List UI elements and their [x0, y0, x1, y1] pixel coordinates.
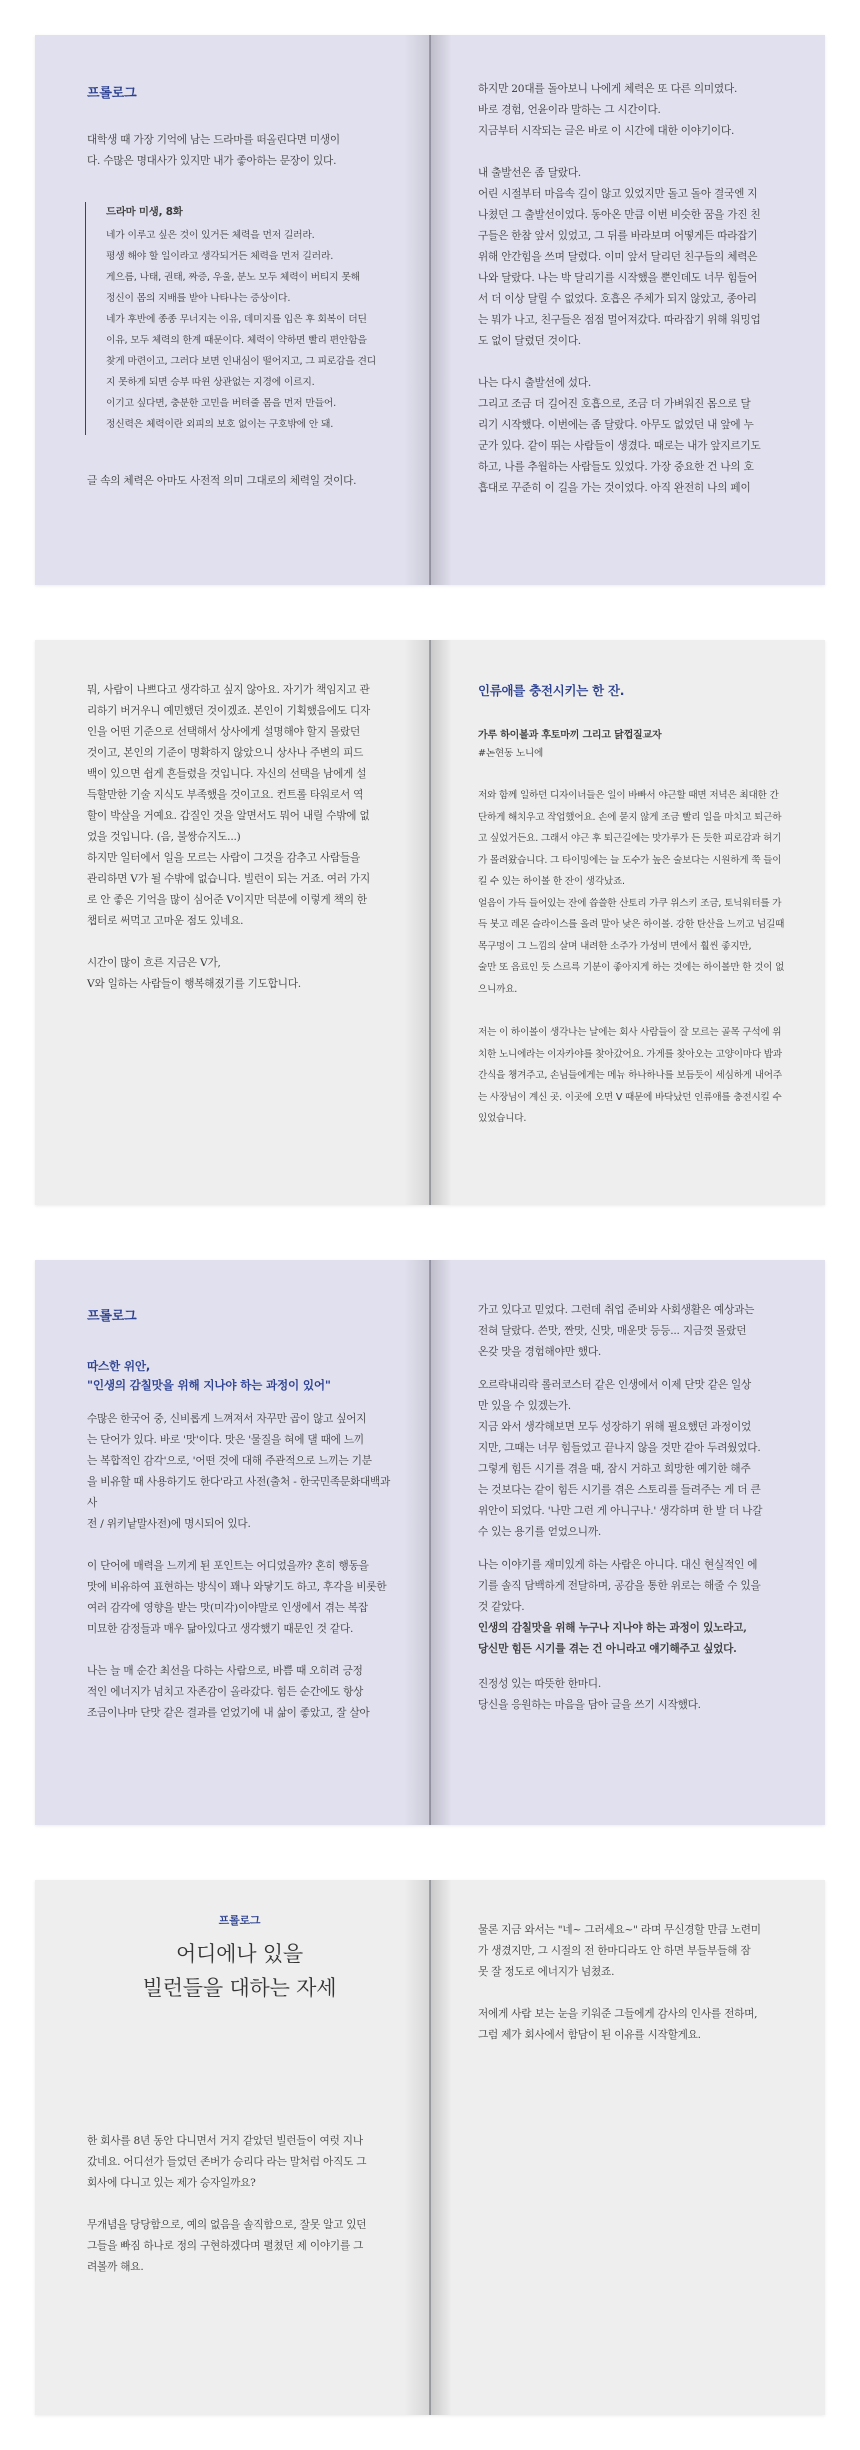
text-line: 대학생 때 가장 기억에 남는 드라마를 떠올린다면 미생이: [87, 134, 340, 146]
paragraph: [478, 1375, 789, 1543]
paragraph: [478, 785, 789, 1000]
text-line: 것 같았다.: [478, 1601, 525, 1613]
book-spine: [429, 1880, 431, 2415]
quote-line: 정신력은 체력이란 외피의 보호 없이는 구호밖에 안 돼.: [106, 419, 334, 430]
text-line: 킬 수 있는 하이볼 한 잔이 생각났죠.: [478, 876, 625, 887]
text-line: 나와 달랐다. 나는 박 달리기를 시작했을 뿐인데도 너무 힘들어: [478, 272, 758, 284]
text-line: 관리하면 V가 될 수밖에 없습니다. 빌런이 되는 거죠. 여러 가지: [87, 873, 371, 885]
text-line: 는 복합적인 감각'으로, '어떤 것에 대해 주관적으로 느끼는 기분: [87, 1455, 372, 1467]
text-line: 는 뭐가 나고, 친구들은 점점 멀어져갔다. 따라잡기 위해 워밍업: [478, 314, 761, 326]
text-line: 치한 노니에라는 이자카야를 찾아갔어요. 가게를 찾아오는 고양이마다 밥과: [478, 1048, 782, 1060]
page-left: [35, 35, 430, 585]
text-line: 려볼까 해요.: [87, 2261, 144, 2273]
text-line: 전 / 위키낱말사전)에 명시되어 있다.: [87, 1518, 251, 1530]
text-line: 수많은 한국어 중, 신비롭게 느껴져서 자꾸만 곱이 않고 싶어지: [87, 1413, 367, 1425]
text-line: 간식을 챙겨주고, 손님들에게는 메뉴 하나하나를 보듬듯이 세심하게 내어주: [478, 1070, 782, 1081]
paragraph: [87, 2131, 392, 2194]
book-spine: [429, 640, 431, 1205]
text-line: 내 출발선은 좀 달랐다.: [478, 167, 581, 179]
text-line: 가 생겼지만, 그 시절의 전 한마디라도 안 하면 부들부들해 잠: [478, 1945, 751, 1957]
paragraph: [478, 1300, 789, 1363]
paragraph: [478, 163, 789, 352]
paragraph: [478, 1920, 789, 1983]
text-line: 한 회사를 8년 동안 다니면서 거지 같았던 빌런들이 여럿 지나: [87, 2135, 363, 2147]
text-line: 단하게 해치우고 작업했어요. 손에 묻지 않게 조금 빨리 일을 마치고 퇴근하: [478, 811, 782, 823]
subheading: 가루 하이볼과 후토마끼 그리고 닭껍질교자: [478, 730, 662, 741]
outro-line: 글 속의 체력은 아마도 사전적 의미 그대로의 체력일 것이다.: [87, 475, 357, 487]
text-line: 리하기 버거우니 예민했던 것이겠죠. 본인이 기획했음에도 디자: [87, 705, 371, 717]
text-line: 이 단어에 매력을 느끼게 된 포인트는 어디었을까? 혼히 행동을: [87, 1560, 369, 1572]
quote-line: 게으름, 나태, 권태, 짜증, 우울, 분노 모두 체력이 버티지 못해: [106, 272, 360, 283]
text-line: 수 있는 용기를 얻었으니까.: [478, 1526, 602, 1538]
text-line: 갔네요. 어디선가 들었던 존버가 승리다 라는 말처럼 아직도 그: [87, 2156, 367, 2168]
subheading: 따스한 위안,: [87, 1359, 151, 1373]
book-spread-3: [35, 1260, 825, 1825]
text-line: 로 안 좋은 기억을 많이 심어준 V이지만 덕분에 이렇게 책의 한: [87, 894, 367, 906]
paragraph: [87, 1661, 392, 1724]
text-line: 위안이 되었다. '나만 그런 게 아니구나.' 생각하며 한 발 더 나갈: [478, 1505, 763, 1517]
page-right: [430, 1880, 825, 2415]
text-line: 었을 것입니다. (음, 불쌍슈지도...): [87, 831, 241, 843]
text-line: 군가 있다. 같이 뛰는 사람들이 생겼다. 때로는 내가 앞지르기도: [478, 440, 761, 452]
chapter-title: 빌런들을 대하는 자세: [142, 1976, 337, 2000]
paragraph: [478, 79, 789, 142]
text-line: 어린 시절부터 마음속 길이 않고 있었지만 돌고 돌아 결국엔 지: [478, 188, 758, 200]
text-line: 할이 박살을 거예요. 갑질인 것을 알면서도 뭐어 내릴 수밖에 없: [87, 810, 370, 822]
paragraph: [478, 1022, 789, 1130]
paragraph: [87, 953, 392, 995]
page-left: [35, 1260, 430, 1825]
text-line: 시간이 많이 흐른 지금은 V가,: [87, 957, 221, 969]
text-line: 고 싶었거든요. 그래서 야근 후 퇴근길에는 맛가루가 든 듯한 피로감과 허기: [478, 833, 782, 844]
text-line: 나는 이야기를 재미있게 하는 사람은 아니다. 대신 현실적인 에: [478, 1559, 758, 1571]
text-line: 나는 늘 매 순간 최선을 다하는 사람으로, 바쁨 때 오히려 긍정: [87, 1665, 363, 1677]
text-line: 저에게 사람 보는 눈을 키워준 그들에게 감사의 인사를 전하며,: [478, 2008, 758, 2020]
paragraph: [87, 1556, 392, 1640]
text-line: 그럼 제가 회사에서 함담이 된 이유를 시작할게요.: [478, 2029, 701, 2041]
bold-line: 당신만 힘든 시기를 겪는 건 아니라고 얘기해주고 싶었다.: [478, 1643, 737, 1655]
page-right: [430, 640, 825, 1205]
text-line: 하지만 일터에서 일을 모르는 사람이 그것을 감추고 사람들을: [87, 852, 361, 864]
intro-paragraph: [87, 130, 392, 172]
text-line: 있었습니다.: [478, 1113, 527, 1124]
text-line: 지금 와서 생각해보면 모두 성장하기 위해 필요했던 과정이었: [478, 1421, 752, 1433]
text-line: 당신을 응원하는 마음을 담아 글을 쓰기 시작했다.: [478, 1699, 701, 1711]
text-line: 여러 감각에 영향을 받는 맛(미각)이야말로 인생에서 겪는 복잡: [87, 1602, 368, 1614]
text-line: 전혀 달랐다. 쓴맛, 짠맛, 신맛, 매운맛 등등... 지금껏 몰랐던: [478, 1325, 747, 1337]
text-line: 으니까요.: [478, 983, 518, 995]
quote-line: 네가 이루고 싶은 것이 있거든 체력을 먼저 길러라.: [106, 230, 315, 241]
bold-paragraph: [478, 1618, 789, 1660]
text-line: 저는 이 하이볼이 생각나는 날에는 회사 사람들이 잘 모르는 골목 구석에 위: [478, 1027, 782, 1038]
text-line: 것이고, 본인의 기준이 명확하지 않았으니 상사나 주변의 피드: [87, 747, 364, 759]
bold-line: 인생의 감칠맛을 위해 누구나 지나야 하는 과정이 있노라고,: [478, 1622, 747, 1634]
page-right: [430, 35, 825, 585]
quote-line: 이유, 모두 체력의 한계 때문이다. 체력이 약하면 빨리 편안함을: [106, 335, 367, 346]
text-line: 뭐, 사람이 나쁘다고 생각하고 싶지 않아요. 자기가 책임지고 관: [87, 684, 370, 696]
page-right: [430, 1260, 825, 1825]
text-line: 서 더 이상 달릴 수 없었다. 호흡은 주체가 되지 않았고, 종아리: [478, 293, 757, 305]
paragraph: [478, 1555, 789, 1618]
text-line: 목구멍이 그 느낌의 살며 내려한 소주가 가성비 면에서 훨씬 좋지만,: [478, 940, 752, 952]
paragraph: [478, 2004, 789, 2046]
text-line: 얼음이 가득 들어있는 잔에 씁쓸한 산토리 가쿠 위스키 조금, 토닉워터를 가: [478, 897, 782, 909]
text-line: 나쳤던 그 출발선이었다. 동아온 만큼 이번 비슷한 꿈을 가진 친: [478, 209, 761, 221]
book-spine: [429, 35, 431, 585]
quote-line: 네가 후반에 종종 무너지는 이유, 데미지를 입은 후 회복이 더딘: [106, 314, 367, 325]
text-line: 조금이나마 단맛 같은 결과를 얻었기에 내 삶이 좋았고, 잘 살아: [87, 1707, 370, 1719]
paragraph: [478, 1674, 789, 1716]
text-line: 흡대로 꾸준히 이 길을 가는 것이었다. 아직 완전히 나의 페이: [478, 482, 751, 494]
book-spread-2: [35, 640, 825, 1205]
text-line: 바로 경험, 언윤이라 말하는 그 시간이다.: [478, 104, 661, 116]
quote-title: 드라마 미생, 8화: [106, 206, 183, 218]
page-left: [35, 1880, 430, 2415]
text-line: 만 있을 수 있겠는가.: [478, 1400, 571, 1412]
text-line: 위해 안간힘을 쓰며 달렸다. 이미 앞서 달리던 친구들의 체력은: [478, 251, 758, 263]
text-line: 못 잘 정도로 에너지가 넘쳤죠.: [478, 1966, 615, 1978]
text-line: 는 것보다는 같이 힘든 시기를 겪은 스토리를 들려주는 게 더 큰: [478, 1484, 761, 1496]
paragraph: [87, 1409, 392, 1535]
quote-line: 지 못하게 되면 승부 따윈 상관없는 지경에 이르지.: [106, 377, 315, 388]
text-line: 가고 있다고 믿었다. 그런데 취업 준비와 사회생활은 예상과는: [478, 1304, 755, 1316]
text-line: 온갖 맛을 경험해야만 했다.: [478, 1346, 602, 1358]
text-line: 도 없이 달렸던 것이다.: [478, 335, 581, 347]
page-heading: 프롤로그: [218, 1914, 261, 1927]
text-line: V와 일하는 사람들이 행복해졌기를 기도합니다.: [87, 978, 301, 990]
text-line: 을 비유할 때 사용하기도 한다'라고 사전(출처 - 한국민족문화대백과사: [87, 1476, 391, 1509]
text-line: 득 붓고 레몬 슬라이스를 올려 말아 낮은 하이볼. 강한 탄산을 느끼고 넘길때: [478, 919, 785, 930]
page-heading: 프롤로그: [87, 86, 137, 101]
text-line: 챕터로 써먹고 고마운 점도 있네요.: [87, 915, 244, 927]
text-line: 는 사장님이 계신 곳. 이곳에 오면 V 때문에 바닥났던 인류애를 충전시킬 수: [478, 1091, 782, 1103]
text-line: 가 몰려왔습니다. 그 타이밍에는 늘 도수가 높은 술보다는 시원하게 쭉 들이: [478, 854, 782, 866]
book-spread-1: [35, 35, 825, 585]
text-line: 리기 시작했다. 이번에는 좀 달랐다. 아무도 없었던 내 앞에 누: [478, 419, 754, 431]
text-line: 다. 수많은 명대사가 있지만 내가 좋아하는 문장이 있다.: [87, 155, 337, 167]
quote-line: 정신이 몸의 지배를 받아 나타나는 증상이다.: [106, 293, 291, 304]
text-line: 그들을 빠짐 하나로 정의 구현하겠다며 펼쳤던 제 이야기를 그: [87, 2240, 364, 2252]
text-line: 백이 있으면 쉽게 흔들렸을 것입니다. 자신의 선택을 남에게 설: [87, 768, 367, 780]
text-line: 는 단어가 있다. 바로 '맛'이다. 맛은 '물질을 혀에 댈 때에 느끼: [87, 1434, 364, 1446]
text-line: 나는 다시 출발선에 섰다.: [478, 377, 592, 389]
text-line: 그렇게 힘든 시기를 겪을 때, 잠시 거하고 희망한 예기한 해주: [478, 1463, 751, 1475]
text-line: 지금부터 시작되는 글은 바로 이 시간에 대한 이야기이다.: [478, 125, 735, 137]
text-line: 적인 에너지가 넘치고 자존감이 올라갔다. 힘든 순간에도 항상: [87, 1686, 364, 1698]
text-line: 하고, 나를 추월하는 사람들도 있었다. 가장 중요한 건 나의 호: [478, 461, 754, 473]
quote-line: 찾게 마련이고, 그러다 보면 인내심이 떨어지고, 그 피로감을 견디: [106, 356, 376, 367]
text-line: 하지만 20대를 돌아보니 나에게 체력은 또 다른 의미였다.: [478, 83, 738, 95]
text-line: 술만 또 음료인 듯 스르륵 기분이 좋아지게 하는 것에는 하이볼만 한 것이 없: [478, 962, 785, 973]
paragraph: [87, 848, 392, 932]
page-left: [35, 640, 430, 1205]
paragraph: [87, 680, 392, 848]
quote-line: 평생 해야 할 일이라고 생각되거든 체력을 먼저 길러라.: [106, 251, 334, 262]
subheading-quote: "인생의 감칠맛을 위해 지나야 하는 과정이 있어": [87, 1378, 331, 1392]
book-spread-4: [35, 1880, 825, 2415]
page-heading: 프롤로그: [87, 1309, 137, 1324]
text-line: 득할만한 기술 지식도 부족했을 것이고요. 컨트롤 타워로서 역: [87, 789, 364, 801]
text-line: 기를 솔직 담백하게 전달하며, 공감을 통한 위로는 해줄 수 있을: [478, 1580, 761, 1592]
text-line: 물론 지금 와서는 "네~ 그러세요~" 라며 무신경할 만큼 노련미: [478, 1924, 761, 1936]
paragraph: [478, 373, 789, 499]
text-line: 맛에 비유하여 표현하는 방식이 꽤나 와닿기도 하고, 후각을 비롯한: [87, 1581, 387, 1593]
text-line: 그리고 조금 더 길어진 호흡으로, 조금 더 가벼워진 몸으로 달: [478, 398, 751, 410]
paragraph: [87, 2215, 392, 2278]
text-line: 인을 어떤 기준으로 선택해서 상사에게 설명해야 할지 몰랐던: [87, 726, 361, 738]
text-line: 저와 함께 일하던 디자이너들은 일이 바빠서 야근할 때면 저녁은 최대한 간: [478, 790, 779, 801]
text-line: 오르락내리락 롤러코스터 같은 인생에서 이제 단맛 같은 일상: [478, 1379, 752, 1391]
text-line: 미묘한 감정들과 매우 닮아있다고 생각했기 때문인 것 같다.: [87, 1623, 354, 1635]
block-quote: [85, 202, 392, 435]
text-line: 진정성 있는 따뜻한 한마디.: [478, 1678, 602, 1690]
hashtag-location: #논현동 노니에: [478, 748, 544, 759]
quote-line: 이기고 싶다면, 충분한 고민을 버텨줄 몸을 먼저 만들어.: [106, 398, 337, 409]
chapter-title: 어디에나 있을: [176, 1942, 303, 1966]
text-line: 회사에 다니고 있는 제가 승자일까요?: [87, 2177, 256, 2189]
text-line: 구들은 한참 앞서 있었고, 그 뒤를 바라보며 어떻게든 따라잡기: [478, 230, 758, 242]
book-spine: [429, 1260, 431, 1825]
text-line: 지만, 그때는 너무 힘들었고 끝나지 않을 것만 같아 두려웠었다.: [478, 1442, 761, 1454]
text-line: 무개념을 당당함으로, 예의 없음을 솔직함으로, 잘못 알고 있던: [87, 2219, 367, 2231]
page-heading: 인류애를 충전시키는 한 잔.: [478, 683, 625, 698]
